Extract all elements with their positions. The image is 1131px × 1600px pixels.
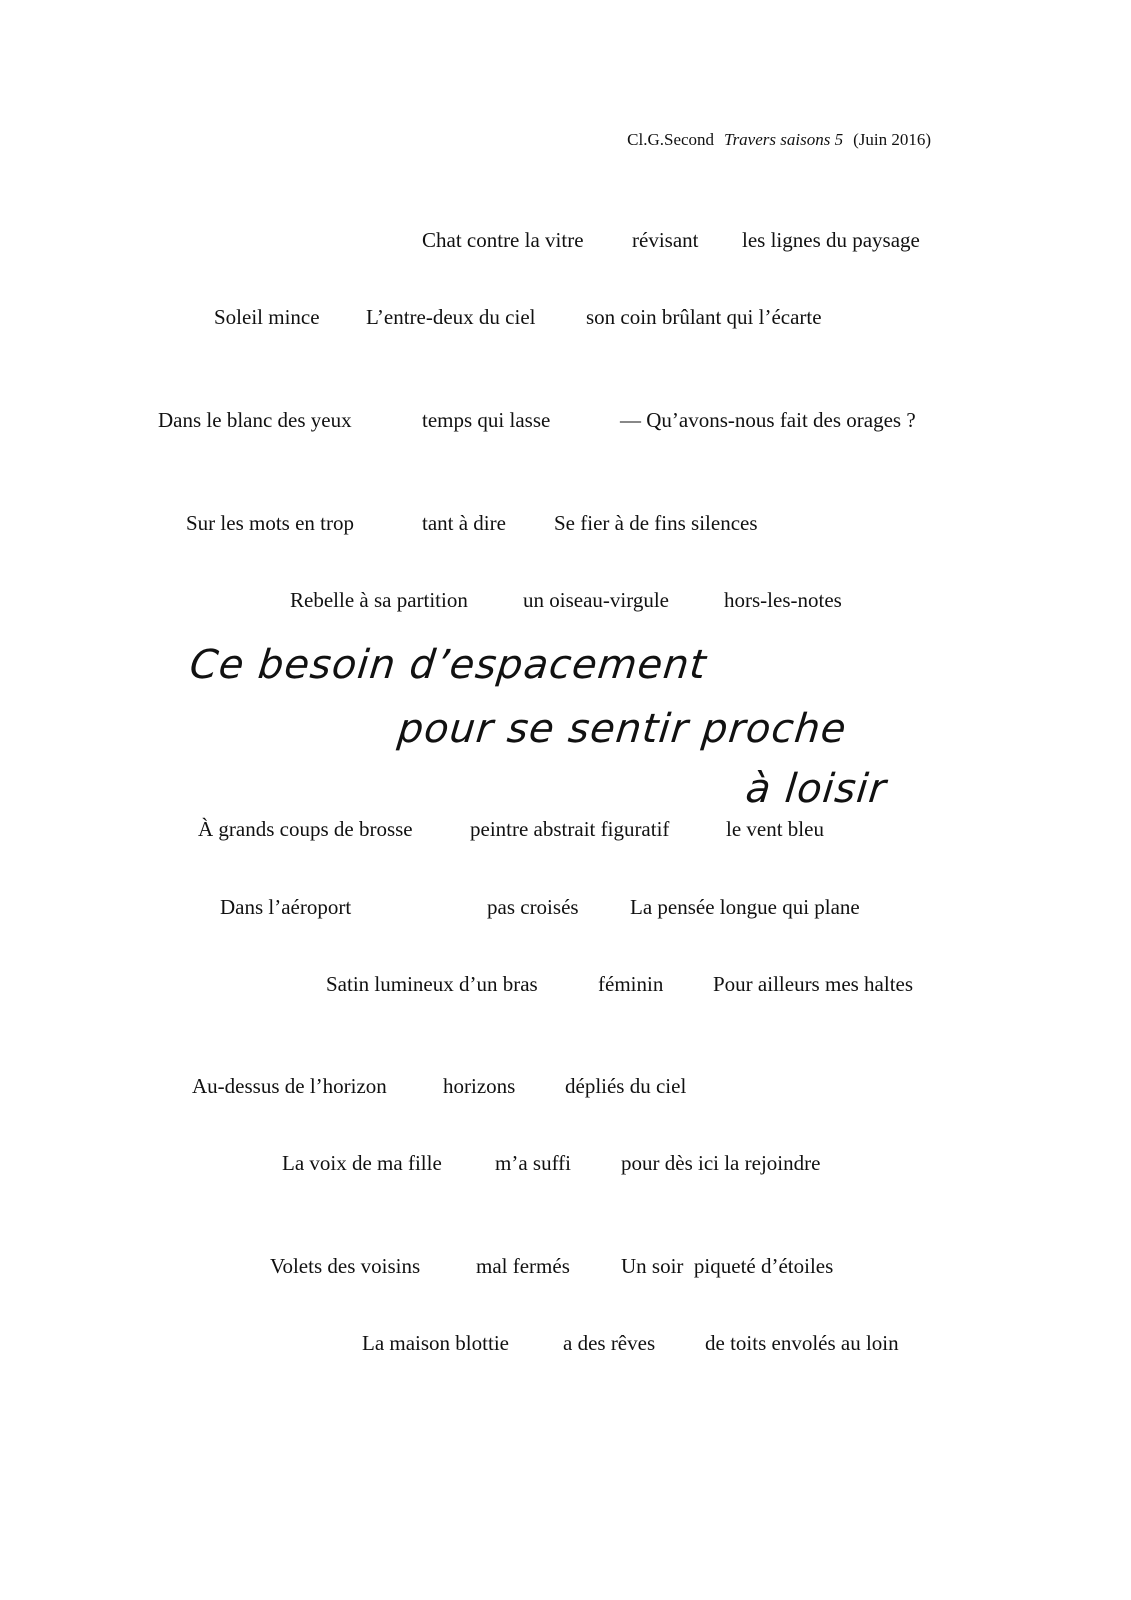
line-fragment: Soleil mince	[214, 305, 320, 329]
line-fragment: temps qui lasse	[422, 408, 551, 432]
line-fragment: Un soir piqueté d’étoiles	[621, 1254, 834, 1278]
line-fragment: Pour ailleurs mes haltes	[713, 972, 914, 996]
line-fragment: Volets des voisins	[270, 1254, 421, 1278]
line-fragment: Au-dessus de l’horizon	[192, 1074, 387, 1098]
line-fragment: tant à dire	[422, 511, 506, 535]
header-date: (Juin 2016)	[853, 130, 931, 149]
line-fragment: Sur les mots en trop	[186, 511, 354, 535]
line-fragment: a des rêves	[563, 1331, 656, 1355]
line-fragment: La pensée longue qui plane	[630, 895, 860, 919]
line-fragment: À grands coups de brosse	[198, 817, 413, 841]
line-fragment: de toits envolés au loin	[705, 1331, 899, 1355]
line-fragment: horizons	[443, 1074, 516, 1098]
line-fragment: mal fermés	[476, 1254, 570, 1278]
page-header	[627, 130, 931, 150]
line-fragment: — Qu’avons-nous fait des orages ?	[620, 408, 916, 432]
line-fragment: L’entre-deux du ciel	[366, 305, 536, 329]
line-fragment: peintre abstrait figuratif	[470, 817, 670, 841]
line-fragment: dépliés du ciel	[565, 1074, 687, 1098]
line-fragment: les lignes du paysage	[742, 228, 920, 252]
line-fragment: pour dès ici la rejoindre	[621, 1151, 821, 1175]
handwritten-line: à loisir	[743, 766, 889, 812]
line-fragment: Se fier à de fins silences	[554, 511, 758, 535]
line-fragment: hors-les-notes	[724, 588, 842, 612]
line-fragment: le vent bleu	[726, 817, 824, 841]
line-fragment: La maison blottie	[362, 1331, 509, 1355]
handwritten-line: pour se sentir proche	[395, 706, 849, 752]
header-title: Travers saisons 5	[724, 130, 844, 149]
line-fragment: révisant	[632, 228, 699, 252]
line-fragment: Dans l’aéroport	[220, 895, 352, 919]
line-fragment: un oiseau-virgule	[523, 588, 669, 612]
line-fragment: féminin	[598, 972, 664, 996]
line-fragment: Dans le blanc des yeux	[158, 408, 352, 432]
header-author: Cl.G.Second	[627, 130, 715, 149]
line-fragment: son coin brûlant qui l’écarte	[586, 305, 822, 329]
line-fragment: Satin lumineux d’un bras	[326, 972, 538, 996]
line-fragment: m’a suffi	[495, 1151, 572, 1175]
line-fragment: Rebelle à sa partition	[290, 588, 468, 612]
line-fragment: Chat contre la vitre	[422, 228, 584, 252]
line-fragment: pas croisés	[487, 895, 579, 919]
line-fragment: La voix de ma fille	[282, 1151, 442, 1175]
handwritten-line: Ce besoin d’espacement	[187, 642, 709, 688]
